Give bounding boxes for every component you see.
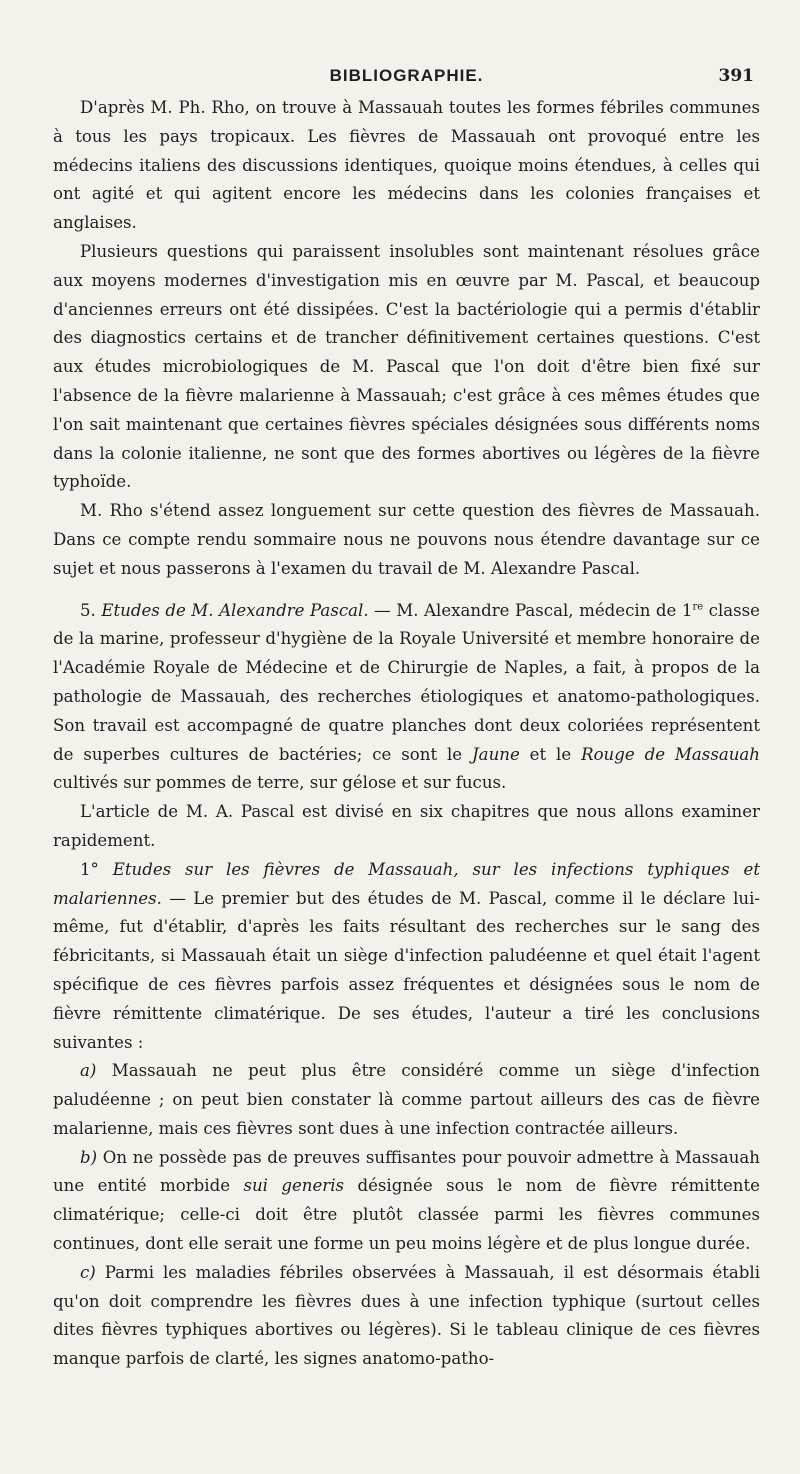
list-label: b) [80, 1147, 98, 1167]
subsection-paragraph [53, 856, 760, 1058]
subsection-title: Etudes sur les fièvres de Massauah, sur les infections typhiques et malariennes. [53, 859, 760, 908]
text-run: — Le premier but des études de M. Pascal, comme il le déclare lui-même, fut d'établir, d'après les faits résultant des recherches sur le sang des fébricitants, si Massauah était un siège d'infection paludéenne et quel était l'agent spécifique de ces fièvres parfois assez fréquentes et désignées sous le nom de fièvre rémittente climatérique. De ses études, l'auteur a tiré les conclusions suivantes : [53, 888, 760, 1052]
list-item [53, 1259, 760, 1374]
list-label: c) [80, 1262, 96, 1282]
italic-term: Jaune [472, 744, 520, 764]
list-item [53, 1144, 760, 1259]
subsection-number: 1° [80, 859, 99, 879]
header-title: BIBLIOGRAPHIE. [329, 66, 484, 85]
section-paragraph [53, 597, 760, 799]
text-run: et le [519, 744, 582, 764]
page-number: 391 [718, 66, 754, 86]
body-text [53, 94, 760, 1374]
text-run: cultivés sur pommes de terre, sur gélose et sur fucus. [53, 773, 507, 793]
text-run: On ne possède pas de preuves suffisantes pour pouvoir admettre à Massauah une entité morbide [53, 1147, 760, 1196]
text-run: — M. Alexandre Pascal, médecin de 1 [374, 600, 693, 620]
superscript: re [692, 601, 704, 613]
section-title: Etudes de M. Alexandre Pascal. [101, 600, 369, 620]
running-header [53, 64, 760, 90]
text-run: classe de la marine, professeur d'hygiène de la Royale Université et membre honoraire de l'Académie Royale de Médecine et de Chirurgie de Naples, a fait, à propos de la pathologie de Massauah, des recherches étiologiques et anatomo-pathologiques. Son travail est accompagné de quatre planches dont deux coloriées représentent de superbes cultures de bactéries; ce sont le [53, 600, 761, 764]
italic-term: sui generis [243, 1176, 345, 1196]
text-run: Parmi les maladies fébriles observées à Massauah, il est désormais établi qu'on doit comprendre les fièvres dues à une infection typhique (surtout celles dites fièvres typhiques abortives ou légères). Si le tableau clinique de ces fièvres manque parfois de clarté, les signes anatomo-patho- [53, 1262, 760, 1369]
paragraph: M. Rho s'étend assez longuement sur cette question des fièvres de Massauah. Dans ce compte rendu sommaire nous ne pouvons nous étendre davantage sur ce sujet et nous passerons à l'examen du travail de M. Alexandre Pascal. [53, 501, 760, 578]
paragraph: L'article de M. A. Pascal est divisé en six chapitres que nous allons examiner rapidement. [53, 802, 760, 850]
paragraph: D'après M. Ph. Rho, on trouve à Massauah toutes les formes fébriles communes à tous les pays tropicaux. Les fièvres de Massauah ont provoqué entre les médecins italiens des discussions identiques, quoique moins étendues, à celles qui ont agité et qui agitent encore les médecins dans les colonies françaises et anglaises. [53, 98, 760, 233]
list-label: a) [80, 1061, 97, 1081]
section-number: 5. [80, 600, 96, 620]
text-run: Massauah ne peut plus être considéré comme un siège d'infection paludéenne ; on peut bien constater là comme partout ailleurs des cas de fièvre malarienne, mais ces fièvres sont dues à une infection contractée ailleurs. [53, 1061, 760, 1138]
list-item [53, 1057, 760, 1143]
paragraph: Plusieurs questions qui paraissent insolubles sont maintenant résolues grâce aux moyens modernes d'investigation mis en œuvre par M. Pascal, et beaucoup d'anciennes erreurs ont été dissipées. C'est la bactériologie qui a permis d'établir des diagnostics certains et de trancher définitivement certaines questions. C'est aux études microbiologiques de M. Pascal que l'on doit d'être bien fixé sur l'absence de la fièvre malarienne à Massauah; c'est grâce à ces mêmes études que l'on sait maintenant que certaines fièvres spéciales désignées sous différents noms dans la colonie italienne, ne sont que des formes abortives ou légères de la fièvre typhoïde. [53, 241, 760, 492]
italic-term: Rouge de Massauah [581, 744, 760, 764]
text-run: désignée sous le nom de fièvre rémittente climatérique; celle-ci doit être plutôt classée parmi les fièvres communes continues, dont elle serait une forme un peu moins légère et de plus longue durée. [53, 1176, 760, 1254]
